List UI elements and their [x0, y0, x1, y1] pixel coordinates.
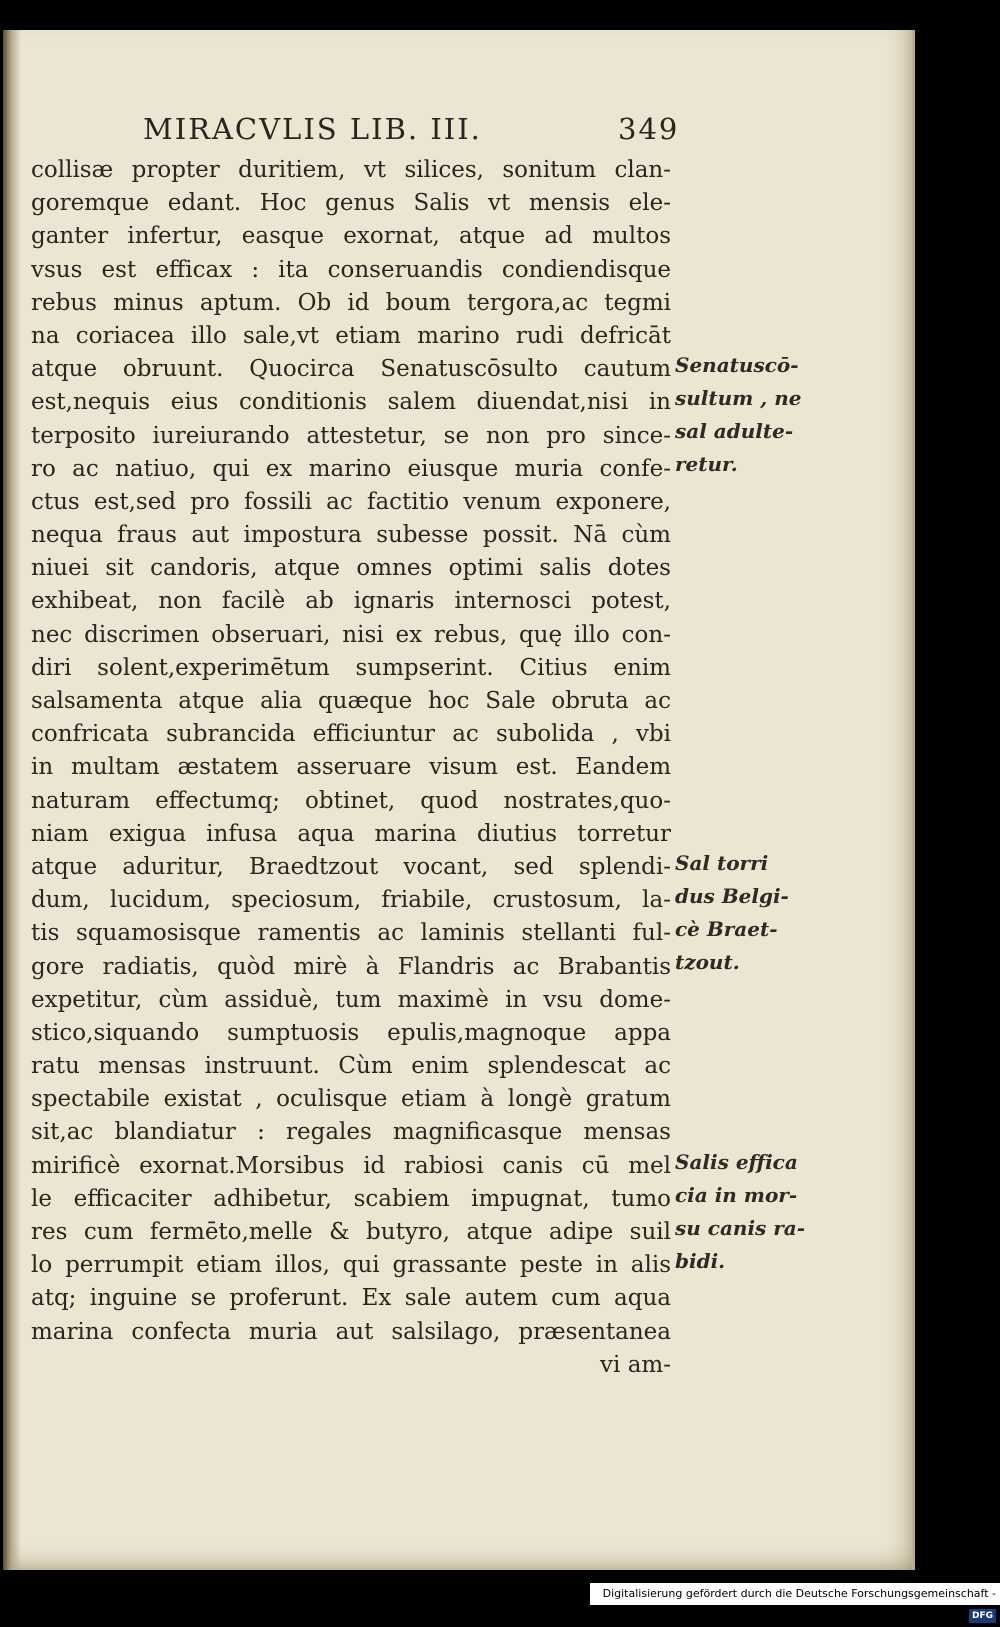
- margin-note-line: retur.: [675, 452, 738, 477]
- text-line: exhibeat, non facilè ab ignaris internosci potest,: [31, 588, 671, 615]
- text-line: niuei sit candoris, atque omnes optimi salis dotes: [31, 555, 671, 582]
- text-line: ratu mensas instruunt. Cùm enim splendescat ac: [31, 1053, 671, 1080]
- text-line: rebus minus aptum. Ob id boum tergora,ac tegmi: [31, 289, 671, 316]
- credit-text: Digitalisierung gefördert durch die Deutsche Forschungsgemeinschaft -: [602, 1587, 996, 1600]
- text-line: atque obruunt. Quocirca Senatuscōsulto cautum: [31, 356, 671, 383]
- text-line: ganter infertur, easque exornat, atque ad multos: [31, 223, 671, 250]
- margin-note-line: cè Braet-: [675, 917, 778, 942]
- margin-note-line: sultum , ne: [675, 386, 802, 411]
- margin-note-line: cia in mor-: [675, 1183, 798, 1207]
- text-line: stico,siquando sumptuosis epulis,magnoque appa: [31, 1019, 671, 1046]
- text-line: spectabile existat , oculisque etiam à longè gratum: [31, 1086, 671, 1113]
- margin-note-line: sal adulte-: [675, 419, 794, 444]
- margin-note-line: Sal torri: [675, 851, 769, 876]
- running-title: MIRACVLIS LIB. III.: [143, 112, 482, 146]
- gutter-shadow: [3, 30, 21, 1570]
- text-line: terposito iureiurando attestetur, se non pro since-: [31, 422, 671, 449]
- text-line: niam exigua infusa aqua marina diutius torretur: [31, 820, 671, 847]
- digitization-credit: [590, 1583, 1000, 1621]
- text-line: ctus est,sed pro fossili ac factitio venum exponere,: [31, 488, 671, 515]
- text-line: sit,ac blandiatur : regales magnificasque mensas: [31, 1119, 671, 1146]
- margin-note-line: tzout.: [675, 950, 740, 975]
- margin-note-line: bidi.: [675, 1249, 726, 1273]
- text-line: diri solent,experimētum sumpserint. Citius enim: [31, 654, 671, 681]
- text-line: nec discrimen obseruari, nisi ex rebus, quę illo con-: [31, 621, 671, 648]
- text-line: le efficaciter adhibetur, scabiem impugnat, tumo: [31, 1185, 671, 1212]
- text-line: expetitur, cùm assiduè, tum maximè in vsu dome-: [31, 986, 671, 1013]
- text-line: nequa fraus aut impostura subesse possit. Nā cùm: [31, 522, 671, 549]
- running-header: [123, 112, 683, 152]
- margin-note-line: su canis ra-: [675, 1216, 806, 1240]
- text-line: in multam æstatem asseruare visum est. Eandem: [31, 754, 671, 781]
- text-line: gore radiatis, quòd mirè à Flandris ac Brabantis: [31, 953, 671, 980]
- text-line: naturam effectumq; obtinet, quod nostrates,quo-: [31, 787, 671, 814]
- margin-note-line: dus Belgi-: [675, 884, 789, 909]
- text-line: marina confecta muria aut salsilago, præsentanea: [31, 1318, 671, 1345]
- text-line: mirificè exornat.Morsibus id rabiosi canis cū mel: [31, 1152, 671, 1179]
- margin-note-salis-efficacia: [675, 1146, 815, 1278]
- text-line: lo perrumpit etiam illos, qui grassante peste in alis: [31, 1252, 671, 1279]
- text-line: atque aduritur, Braedtzout vocant, sed splendi-: [31, 853, 671, 880]
- main-text-block: [31, 154, 671, 1382]
- text-line: collisæ propter duritiem, vt silices, sonitum clan-: [31, 157, 671, 183]
- text-line: tis squamosisque ramentis ac laminis stellanti ful-: [31, 920, 671, 947]
- text-line: vsus est efficax : ita conseruandis condiendisque: [31, 256, 671, 283]
- text-line: goremque edant. Hoc genus Salis vt mensis ele-: [31, 190, 671, 217]
- margin-note-sal-torridus: [675, 847, 815, 979]
- book-page: [3, 30, 915, 1570]
- text-line: dum, lucidum, speciosum, friabile, crustosum, la-: [31, 887, 671, 914]
- text-line: salsamenta atque alia quæque hoc Sale obruta ac: [31, 688, 671, 714]
- text-line: confricata subrancida efficiuntur ac subolida , vbi: [31, 721, 671, 748]
- text-line: res cum fermēto,melle & butyro, atque adipe suil: [31, 1219, 671, 1245]
- dfg-logo: DFG: [969, 1609, 996, 1623]
- margin-note-senatusconsultum: [675, 349, 815, 481]
- text-line: vi am-: [600, 1351, 671, 1378]
- page-number: 349: [618, 112, 680, 146]
- text-line: est,nequis eius conditionis salem diuendat,nisi in: [31, 389, 671, 416]
- text-line: atq; inguine se proferunt. Ex sale autem cum aqua: [31, 1285, 671, 1312]
- margin-note-line: Salis effica: [675, 1150, 798, 1174]
- text-line: ro ac natiuo, qui ex marino eiusque muria confe-: [31, 455, 671, 482]
- margin-note-line: Senatuscō-: [675, 353, 799, 378]
- text-line: na coriacea illo sale,vt etiam marino rudi defricāt: [31, 322, 671, 349]
